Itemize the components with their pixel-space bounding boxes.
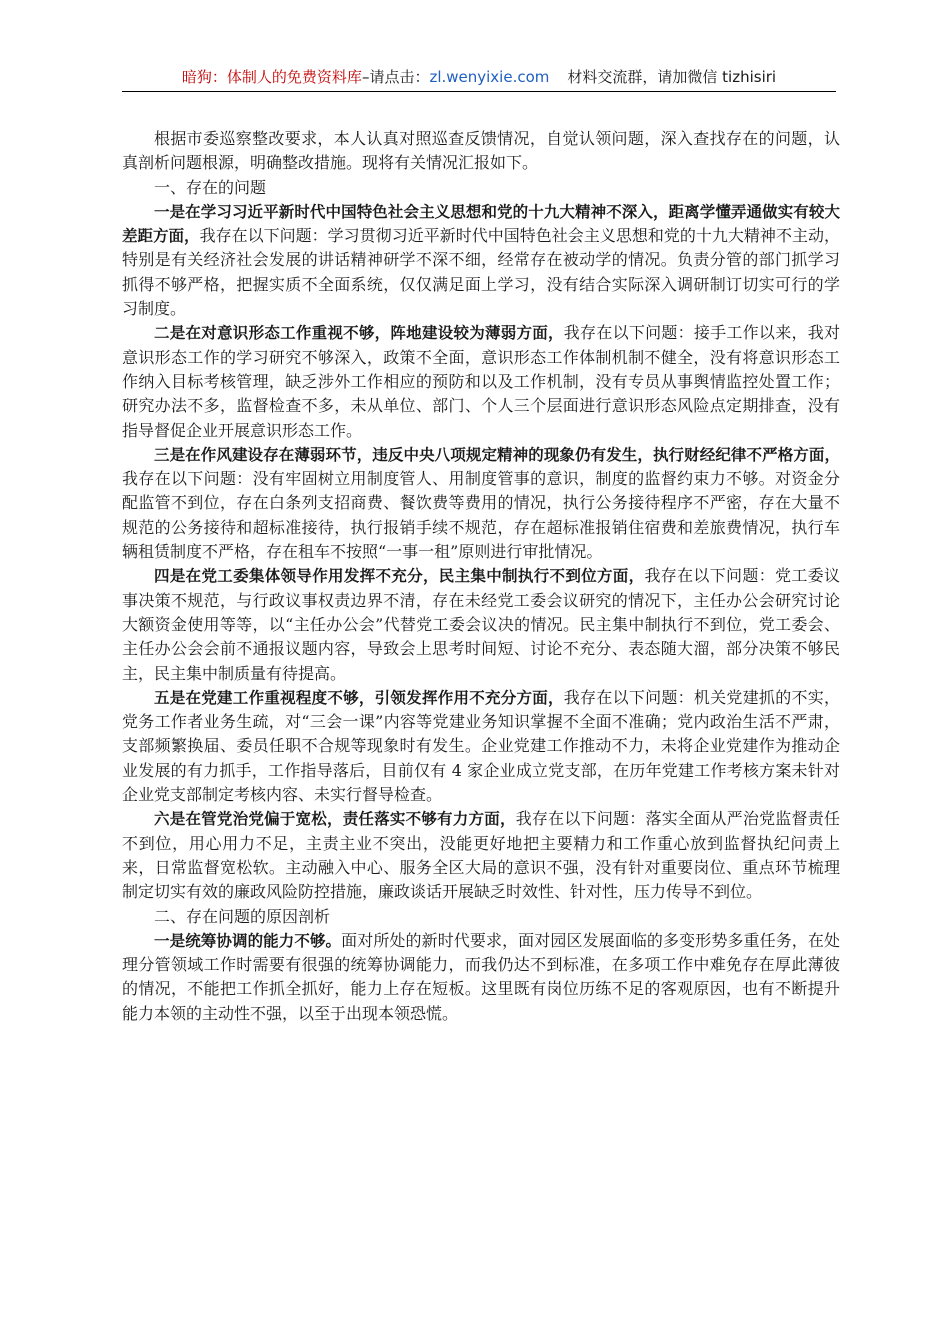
problem-body-3: 我存在以下问题：没有牢固树立用制度管人、用制度管事的意识，制度的监督约束力不够。对资金分配监管不到位，存在白条列支招商费、餐饮费等费用的情况，执行公务接待程序不严密，存在大量不规范的公务接待和超标准接待，执行报销手续不规范，存在超标准报销住宿费和差旅费情况，执行车辆租赁制度不严格，存在租车不按照“一事一租”原则进行审批情况。 bbox=[122, 469, 840, 562]
problem-paragraph-4 bbox=[122, 564, 840, 685]
problem-lead-5: 五是在党建工作重视程度不够，引领发挥作用不充分方面， bbox=[154, 688, 564, 707]
header-contact: 材料交流群，请加微信 tizhisiri bbox=[567, 68, 777, 86]
cause-body-1: 面对所处的新时代要求，面对园区发展面临的多变形势多重任务，在处理分管领域工作时需要有很强的统筹协调能力，而我仍达不到标准，在多项工作中难免存在厚此薄彼的情况，不能把工作抓全抓好，能力上存在短板。这里既有岗位历练不足的客观原因，也有不断提升能力本领的主动性不强，以至于出现本领恐慌。 bbox=[122, 930, 840, 1023]
problem-paragraph-5 bbox=[122, 686, 840, 807]
intro-paragraph: 根据市委巡察整改要求，本人认真对照巡查反馈情况，自觉认领问题，深入查找存在的问题，认真剖析问题根源，明确整改措施。现将有关情况汇报如下。 bbox=[122, 129, 840, 173]
problem-body-1: 我存在以下问题：学习贯彻习近平新时代中国特色社会主义思想和党的十九大精神不主动，特别是有关经济社会发展的讲话精神研学不深不细，经常存在被动学的情况。负责分管的部门抓学习抓得不够严格，把握实质不全面系统，仅仅满足面上学习，没有结合实际深入调研制订切实可行的学习制度。 bbox=[122, 226, 840, 319]
section-heading-problems: 一、存在的问题 bbox=[154, 177, 267, 197]
header-click-label: –请点击： bbox=[361, 68, 430, 86]
problem-lead-6: 六是在管党治党偏于宽松，责任落实不够有力方面， bbox=[154, 810, 516, 829]
problem-lead-4: 四是在党工委集体领导作用发挥不充分，民主集中制执行不到位方面， bbox=[154, 567, 645, 586]
problem-paragraph-2 bbox=[122, 321, 840, 442]
header-divider bbox=[122, 91, 836, 92]
problem-body-5: 我存在以下问题：机关党建抓的不实，党务工作者业务生疏，对“三会一课”内容等党建业务知识掌握不全面不准确；党内政治生活不严肃，支部频繁换届、委员任职不合规等现象时有发生。企业党建工作推动不力，未将企业党建作为推动企业发展的有力抓手，工作指导落后，目前仅有 4 家企业成立党支部，在历年党建工作考核方案未针对企业党支部制定考核内容、未实行督导检查。 bbox=[122, 687, 840, 805]
cause-lead-1: 一是统筹协调的能力不够。 bbox=[154, 931, 342, 950]
page-header bbox=[122, 66, 836, 88]
header-brand: 暗狗：体制人的免费资料库 bbox=[181, 68, 362, 86]
document-body bbox=[122, 127, 840, 1026]
problem-lead-2: 二是在对意识形态工作重视不够，阵地建设较为薄弱方面， bbox=[154, 324, 564, 343]
problem-paragraph-3 bbox=[122, 443, 840, 564]
problem-body-6: 我存在以下问题：落实全面从严治党监督责任不到位，用心用力不足，主责主业不突出，没能更好地把主要精力和工作重心放到监督执纪问责上来，日常监督宽松软。主动融入中心、服务全区大局的意识不强，没有针对重要岗位、重点环节梳理制定切实有效的廉政风险防控措施，廉政谈话开展缺乏时效性、针对性，压力传导不到位。 bbox=[122, 809, 840, 902]
section-heading-causes: 二、存在问题的原因剖析 bbox=[154, 906, 331, 926]
problem-body-4: 我存在以下问题：党工委议事决策不规范，与行政议事权责边界不清，存在未经党工委会议研究的情况下，主任办公会研究讨论大额资金使用等等，以“主任办公会”代替党工委会议决的情况。民主集中制执行不到位，党工委会、主任办公会会前不通报议题内容，导致会上思考时间短、讨论不充分、表态随大溜，部分决策不够民主，民主集中制质量有待提高。 bbox=[122, 566, 840, 683]
problem-lead-3: 三是在作风建设存在薄弱环节，违反中央八项规定精神的现象仍有发生，执行财经纪律不严格方面， bbox=[154, 445, 840, 464]
problem-paragraph-6 bbox=[122, 807, 840, 904]
problem-body-2: 我存在以下问题：接手工作以来，我对意识形态工作的学习研究不够深入，政策不全面，意识形态工作体制机制不健全，没有将意识形态工作纳入目标考核管理，缺乏涉外工作相应的预防和以及工作机制，没有专员从事舆情监控处置工作；研究办法不多，监督检查不多，未从单位、部门、个人三个层面进行意识形态风险点定期排查，没有指导督促企业开展意识形态工作。 bbox=[122, 323, 840, 440]
header-link[interactable]: zl.wenyixie.com bbox=[429, 68, 550, 86]
cause-paragraph-1 bbox=[122, 929, 840, 1026]
problem-lead-1: 一是在学习习近平新时代中国特色社会主义思想和党的十九大精神不深入，距离学懂弄通做实有较大差距方面， bbox=[122, 202, 840, 246]
problem-paragraph-1 bbox=[122, 200, 840, 321]
